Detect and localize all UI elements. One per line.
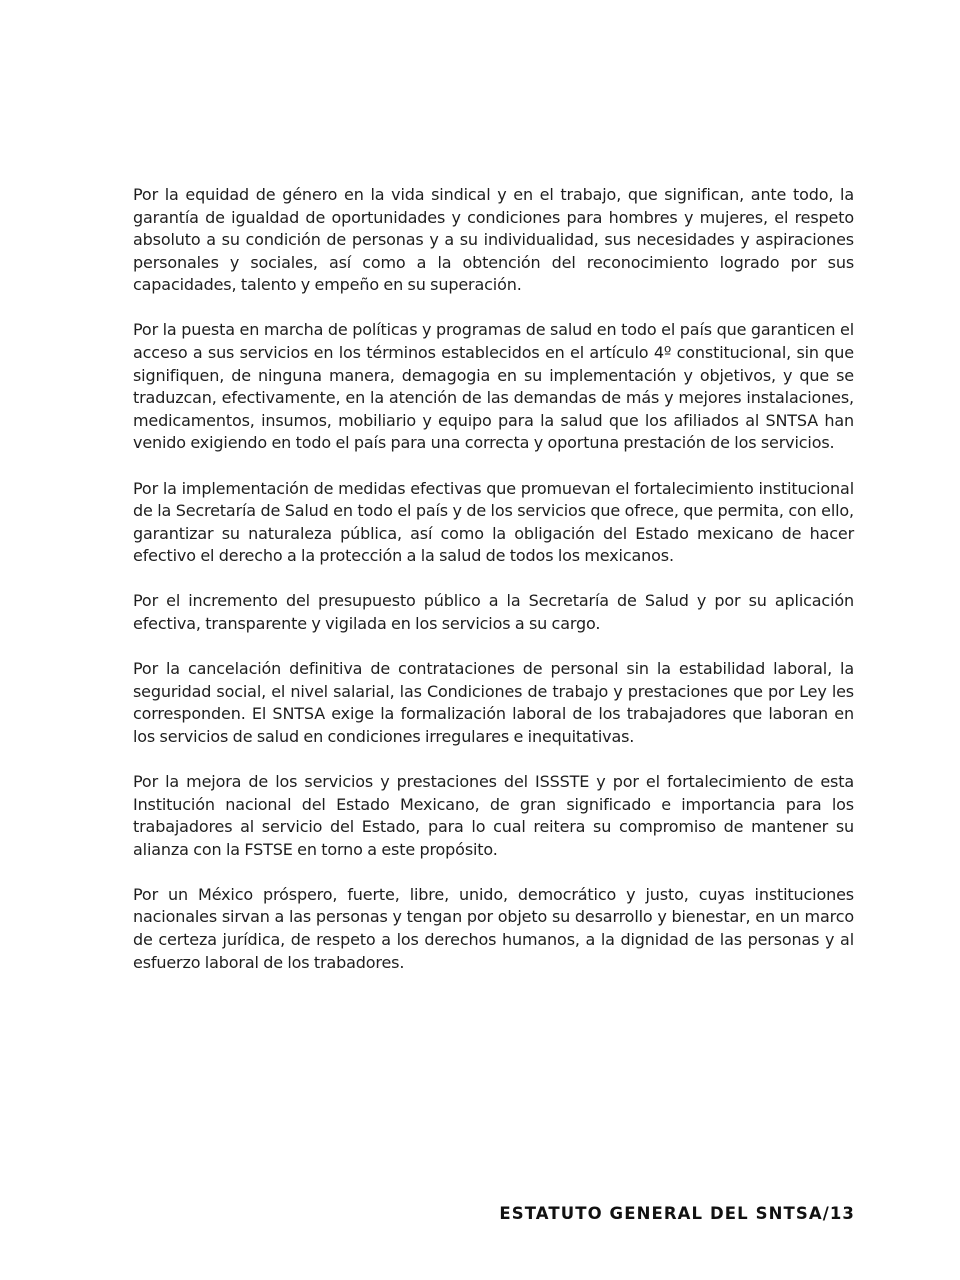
paragraph-budget-increase: Por el incremento del presupuesto público a la Secretaría de Salud y por su aplicación efectiva, transparente y vigilada en los servicios a su cargo. (133, 591, 854, 633)
page-footer-running-title: ESTATUTO GENERAL DEL SNTSA/13 (499, 1204, 855, 1223)
body-text (133, 184, 854, 997)
paragraph-prosperous-mexico: Por un México próspero, fuerte, libre, unido, democrático y justo, cuyas instituciones nacionales sirvan a las personas y tengan por objeto su desarrollo y bienestar, en un marco de certeza jurídica, de respeto a los derechos humanos, a la dignidad de las personas y al esfuerzo laboral de los trabadores. (133, 884, 854, 972)
paragraph-health-policies: Por la puesta en marcha de políticas y programas de salud en todo el país que garanticen el acceso a sus servicios en los términos establecidos en el artículo 4º constitucional, sin que signifiquen, de ninguna manera, demagogia en su implementación y objetivos, y que se traduzcan, efectivamente, en la atención de las demandas de más y mejores instalaciones, medicamentos, insumos, mobiliario y equipo para la salud que los afiliados al SNTSA han venido exigiendo en todo el país para una correcta y oportuna prestación de los servicios. (133, 320, 854, 453)
paragraph-gender-equity: Por la equidad de género en la vida sindical y en el trabajo, que significan, ante todo, la garantía de igualdad de oportunidades y condiciones para hombres y mujeres, el respeto absoluto a su condición de personas y a su individualidad, sus necesidades y aspiraciones personales y sociales, así como a la obtención del reconocimiento logrado por sus capacidades, talento y empeño en su superación. (133, 185, 854, 295)
paragraph-issste-improvement: Por la mejora de los servicios y prestaciones del ISSSTE y por el fortalecimiento de esta Institución nacional del Estado Mexicano, de gran significado e importancia para los trabajadores al servicio del Estado, para lo cual reitera su compromiso de mantener su alianza con la FSTSE en torno a este propósito. (133, 771, 854, 859)
paragraph-institutional-strengthening: Por la implementación de medidas efectivas que promuevan el fortalecimiento institucional de la Secretaría de Salud en todo el país y de los servicios que ofrece, que permita, con ello, garantizar su naturaleza pública, así como la obligación del Estado mexicano de hacer efectivo el derecho a la protección a la salud de todos los mexicanos. (133, 478, 854, 566)
paragraph-labor-formalization: Por la cancelación definitiva de contrataciones de personal sin la estabilidad laboral, la seguridad social, el nivel salarial, las Condiciones de trabajo y prestaciones que por Ley les corresponden. El SNTSA exige la formalización laboral de los trabajadores que laboran en los servicios de salud en condiciones irregulares e inequitativas. (133, 659, 854, 746)
